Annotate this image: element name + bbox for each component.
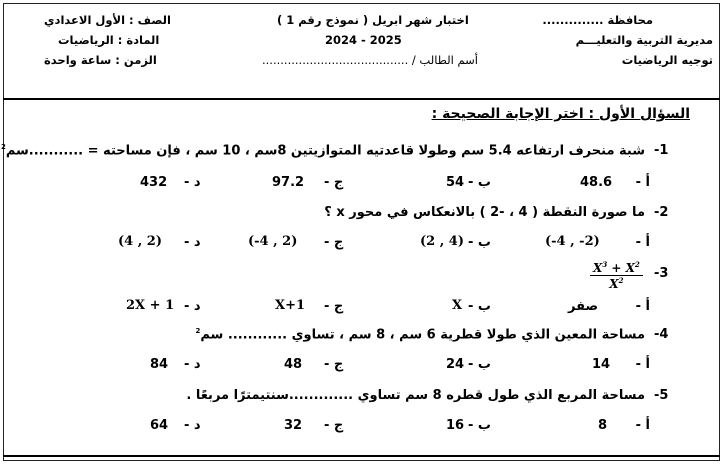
option-d-value: 432: [140, 175, 168, 190]
question-text: مساحة المعين الذي طولا قطرية 6 سم ، 8 سم ، تساوي ............ سم$^2$: [195, 327, 645, 343]
fraction-denominator: $X^2$: [609, 276, 624, 291]
question-text: مساحة المربع الذي طول قطره 8 سم تساوي .............سنتيمترًا مربعًا .: [186, 388, 645, 403]
section-title: السؤال الأول : اختر الإجابة الصحيحة :: [431, 106, 690, 122]
option-a-value: 14: [592, 357, 611, 372]
option-a-label: أ -: [635, 175, 650, 190]
option-c-value: 97.2: [272, 175, 305, 190]
header-divider: [3, 98, 720, 100]
supervision-label: توجيه الرياضيات: [621, 53, 713, 67]
option-d-label: د -: [184, 175, 201, 190]
option-a-label: أ -: [635, 235, 650, 250]
time-label: الزمن : ساعة واحدة: [44, 53, 157, 67]
option-d-label: د -: [184, 357, 201, 372]
option-c-value: X+1: [275, 298, 306, 313]
option-b-value: (2 , 4): [420, 234, 464, 249]
question-number: -4: [654, 327, 669, 342]
option-d-value: 64: [150, 418, 169, 433]
option-d-value: (4 , 2): [118, 234, 162, 249]
option-b-value: X: [452, 298, 463, 313]
option-d-value: 2X + 1: [126, 298, 175, 313]
option-b-label: ب -: [468, 357, 491, 372]
option-b-label: ب -: [468, 418, 491, 433]
student-name-field: أسم الطالب / ........................................: [262, 53, 478, 67]
option-c-value: 32: [284, 418, 303, 433]
option-b-value: 54: [446, 175, 465, 190]
option-b-label: ب -: [468, 235, 491, 250]
option-a-label: أ -: [635, 299, 650, 314]
governorate-label: محافظة ..............: [542, 13, 653, 27]
option-a-value: 8: [598, 418, 608, 433]
option-a-label: أ -: [635, 357, 650, 372]
fraction-expression: [590, 260, 643, 291]
option-a-value: صفر: [568, 299, 599, 314]
grade-label: الصف : الأول الاعدادي: [44, 13, 171, 27]
option-b-label: ب -: [468, 299, 491, 314]
option-b-value: 24: [446, 357, 465, 372]
question-text: ما صورة النقطة ( 4 ، -2 ) بالانعكاس في محور x ؟: [324, 205, 645, 220]
option-c-value: 48: [284, 357, 303, 372]
option-d-label: د -: [184, 235, 201, 250]
option-c-label: ج -: [324, 175, 344, 190]
option-b-label: ب -: [468, 175, 491, 190]
option-a-value: 48.6: [580, 175, 613, 190]
option-b-value: 16: [446, 418, 465, 433]
option-c-label: ج -: [324, 235, 344, 250]
option-d-label: د -: [184, 418, 201, 433]
question-number: -2: [654, 205, 669, 220]
option-c-value: (-4 , 2): [248, 234, 298, 249]
subject-label: المادة : الرياضيات: [58, 33, 160, 47]
question-number: -5: [654, 388, 669, 403]
option-a-value: (-4 , -2): [545, 234, 600, 249]
exam-title: اختبار شهر ابريل ( نموذج رقم 1 ): [277, 13, 469, 27]
option-c-label: ج -: [324, 418, 344, 433]
option-d-label: د -: [184, 299, 201, 314]
directorate-label: مديرية التربية والتعليـــم: [575, 33, 713, 47]
option-a-label: أ -: [635, 418, 650, 433]
footer-divider: [3, 455, 720, 457]
option-d-value: 84: [150, 357, 169, 372]
question-text: شبة منحرف ارتفاعه 5.4 سم وطولا قاعدتيه المتوازيتين 8سم ، 10 سم ، فإن مساحته = ...........سم$^2$: [0, 143, 645, 159]
school-year: 2024 - 2025: [325, 33, 402, 47]
fraction-numerator: $X^3 + X^2$: [590, 260, 643, 276]
option-c-label: ج -: [324, 357, 344, 372]
question-number: -1: [654, 143, 669, 158]
option-c-label: ج -: [324, 299, 344, 314]
question-number: -3: [654, 266, 669, 281]
